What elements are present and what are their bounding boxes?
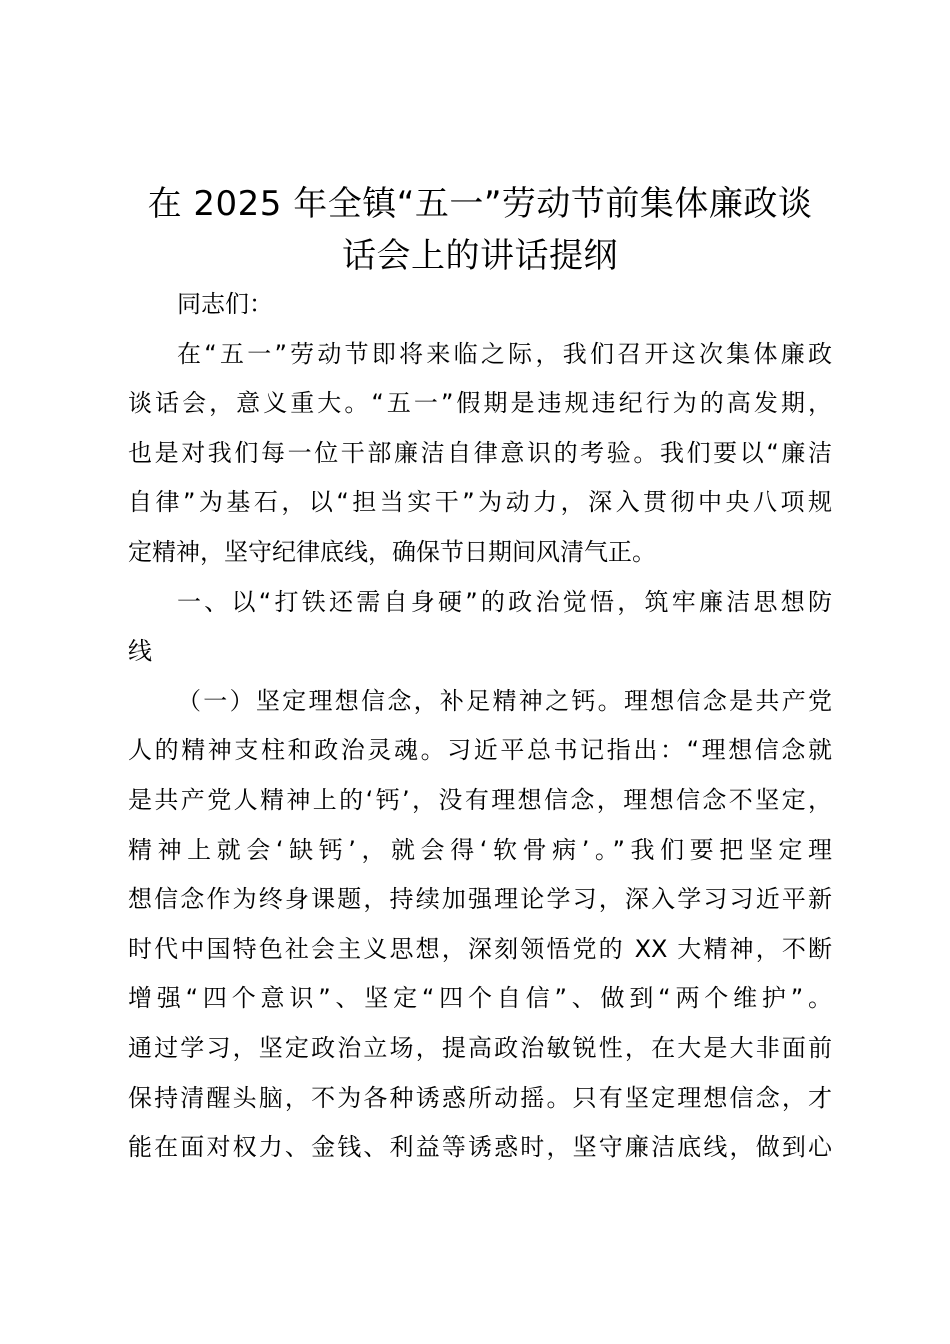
paragraph-line: 增强“四个意识”、坚定“四个自信”、做到“两个维护”。 <box>128 984 832 1013</box>
paragraph-line: 能在面对权力、金钱、利益等诱惑时，坚守廉洁底线，做到心 <box>128 1133 832 1162</box>
paragraph-line: 谈话会，意义重大。“五一”假期是违规违纪行为的高发期， <box>128 389 832 418</box>
paragraph-line: 想信念作为终身课题，持续加强理论学习，深入学习习近平新 <box>128 885 832 914</box>
paragraph-line: 是共产党人精神上的‘钙’，没有理想信念，理想信念不坚定， <box>128 785 832 814</box>
section-heading: 一、以“打铁还需自身硬”的政治觉悟，筑牢廉洁思想防 <box>177 587 832 616</box>
salutation: 同志们： <box>177 290 273 318</box>
paragraph-line: 自律”为基石，以“担当实干”为动力，深入贯彻中央八项规 <box>128 488 832 517</box>
paragraph-line: 定精神，坚守纪律底线，确保节日期间风清气正。 <box>128 537 656 566</box>
paragraph-line: （一）坚定理想信念，补足精神之钙。理想信念是共产党 <box>177 686 832 715</box>
document-title <box>110 178 850 282</box>
paragraph-line: 在“五一”劳动节即将来临之际，我们召开这次集体廉政 <box>177 339 832 368</box>
title-line-1: 在 2025 年全镇“五一”劳动节前集体廉政谈 <box>147 184 813 224</box>
document-body <box>128 280 832 1173</box>
paragraph-line: 时代中国特色社会主义思想，深刻领悟党的 XX 大精神，不断 <box>128 934 832 963</box>
paragraph-line: 也是对我们每一位干部廉洁自律意识的考验。我们要以“廉洁 <box>128 438 832 467</box>
paragraph-line: 保持清醒头脑，不为各种诱惑所动摇。只有坚定理想信念，才 <box>128 1083 832 1112</box>
paragraph-line: 人的精神支柱和政治灵魂。习近平总书记指出：“理想信念就 <box>128 736 832 765</box>
section-heading: 线 <box>128 637 152 666</box>
paragraph-line: 精神上就会‘缺钙’，就会得‘软骨病’。”我们要把坚定理 <box>128 835 832 864</box>
paragraph-line: 通过学习，坚定政治立场，提高政治敏锐性，在大是大非面前 <box>128 1033 832 1062</box>
title-line-2: 话会上的讲话提纲 <box>342 236 618 276</box>
